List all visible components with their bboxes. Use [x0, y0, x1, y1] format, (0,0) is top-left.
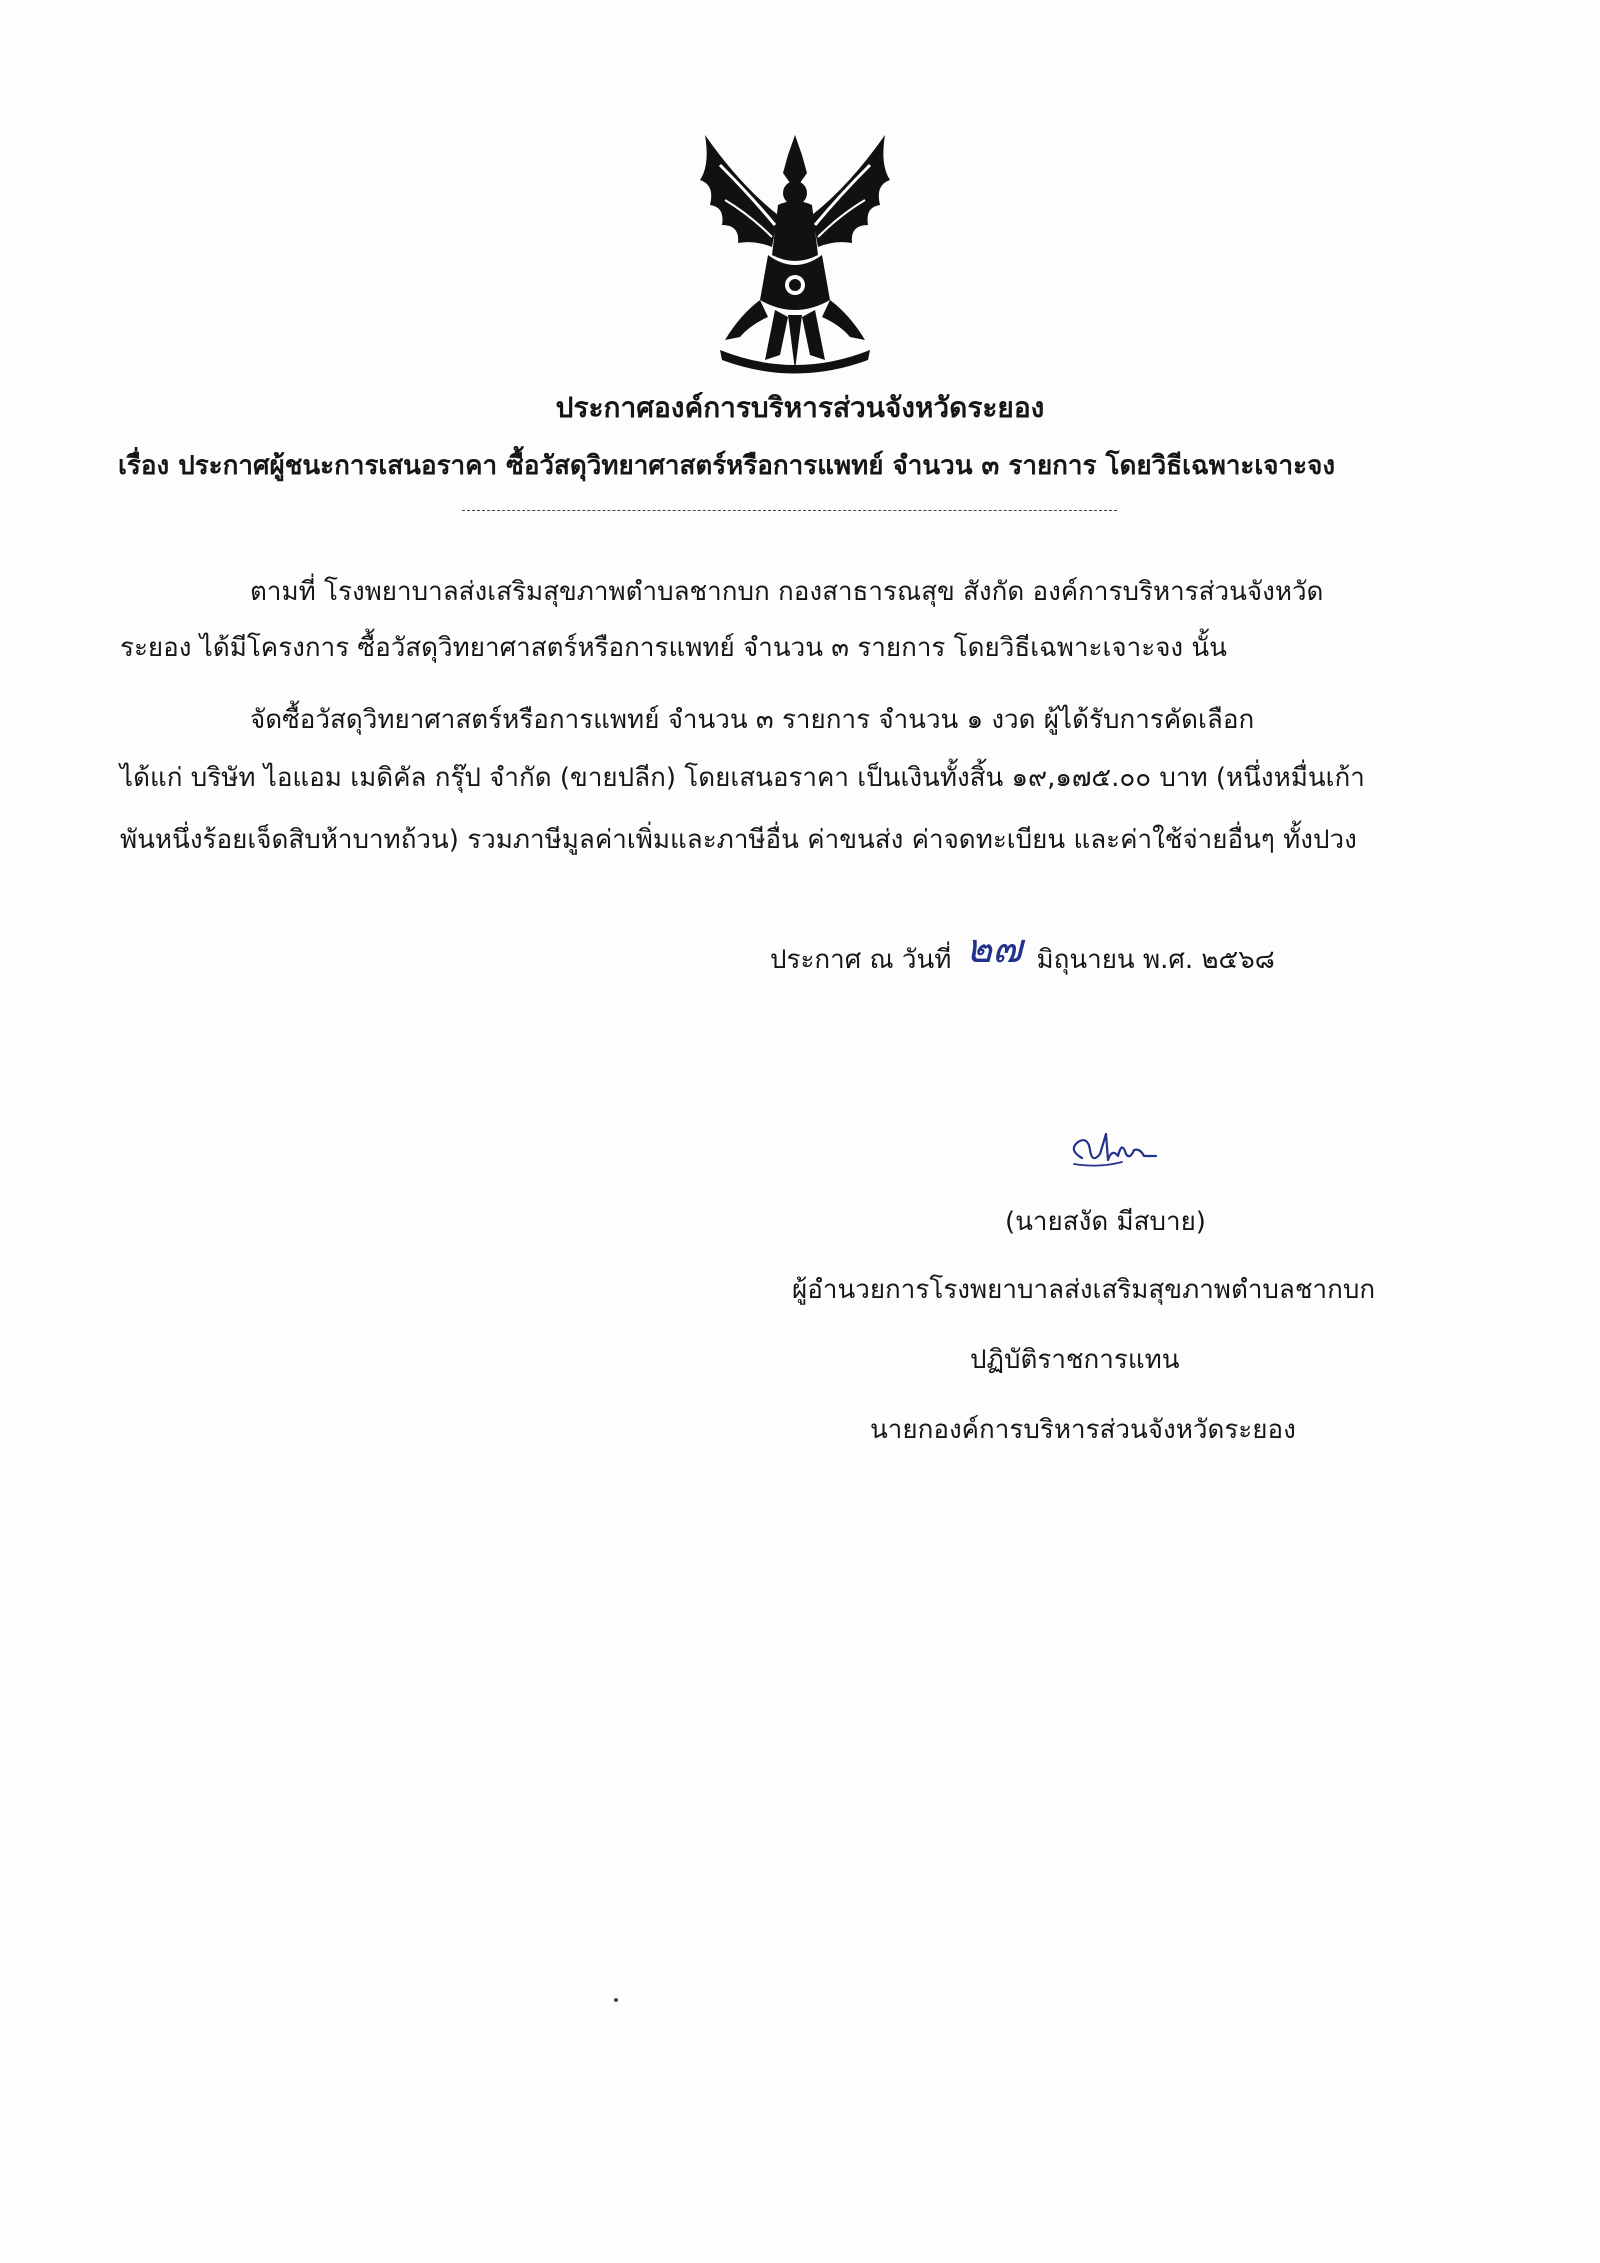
signer-position-line-2: ปฏิบัติราชการแทน	[970, 1345, 1180, 1375]
signer-position-line-3: นายกองค์การบริหารส่วนจังหวัดระยอง	[870, 1415, 1296, 1445]
paragraph-1-line-2: ระยอง ได้มีโครงการ ซื้อวัสดุวิทยาศาสตร์หรือการแพทย์ จำนวน ๓ รายการ โดยวิธีเฉพาะเจาะจง นั้น	[120, 633, 1227, 663]
document-title: ประกาศองค์การบริหารส่วนจังหวัดระยอง	[555, 391, 1045, 424]
document-subject: เรื่อง ประกาศผู้ชนะการเสนอราคา ซื้อวัสดุวิทยาศาสตร์หรือการแพทย์ จำนวน ๓ รายการ โดยวิธีเฉพาะเจาะจง	[118, 451, 1336, 481]
announcement-date	[770, 926, 1275, 980]
paragraph-2-line-2: ได้แก่ บริษัท ไอแอม เมดิคัล กรุ๊ป จำกัด (ขายปลีก) โดยเสนอราคา เป็นเงินทั้งสิ้น ๑๙,๑๗๕.๐๐ บาท (หนึ่งหมื่นเก้า	[120, 763, 1365, 793]
paragraph-2-line-3: พันหนึ่งร้อยเจ็ดสิบห้าบาทถ้วน) รวมภาษีมูลค่าเพิ่มและภาษีอื่น ค่าขนส่ง ค่าจดทะเบียน และค่าใช้จ่ายอื่นๆ ทั้งปวง	[120, 825, 1357, 855]
signer-position-line-1: ผู้อำนวยการโรงพยาบาลส่งเสริมสุขภาพตำบลชากบก	[792, 1275, 1376, 1305]
date-suffix: มิถุนายน พ.ศ. ๒๕๖๘	[1036, 945, 1275, 975]
date-day-handwritten: ๒๗	[965, 926, 1023, 972]
date-prefix: ประกาศ ณ วันที่	[770, 945, 952, 975]
scan-speck	[614, 1998, 618, 2002]
signer-name: (นายสงัด มีสบาย)	[1005, 1207, 1206, 1237]
garuda-emblem	[680, 125, 910, 375]
paragraph-1-line-1: ตามที่ โรงพยาบาลส่งเสริมสุขภาพตำบลชากบก กองสาธารณสุข สังกัด องค์การบริหารส่วนจังหวัด	[250, 577, 1324, 607]
handwritten-signature	[1060, 1120, 1170, 1180]
title-divider	[462, 510, 1117, 511]
paragraph-2-line-1: จัดซื้อวัสดุวิทยาศาสตร์หรือการแพทย์ จำนวน ๓ รายการ จำนวน ๑ งวด ผู้ได้รับการคัดเลือก	[250, 705, 1255, 735]
